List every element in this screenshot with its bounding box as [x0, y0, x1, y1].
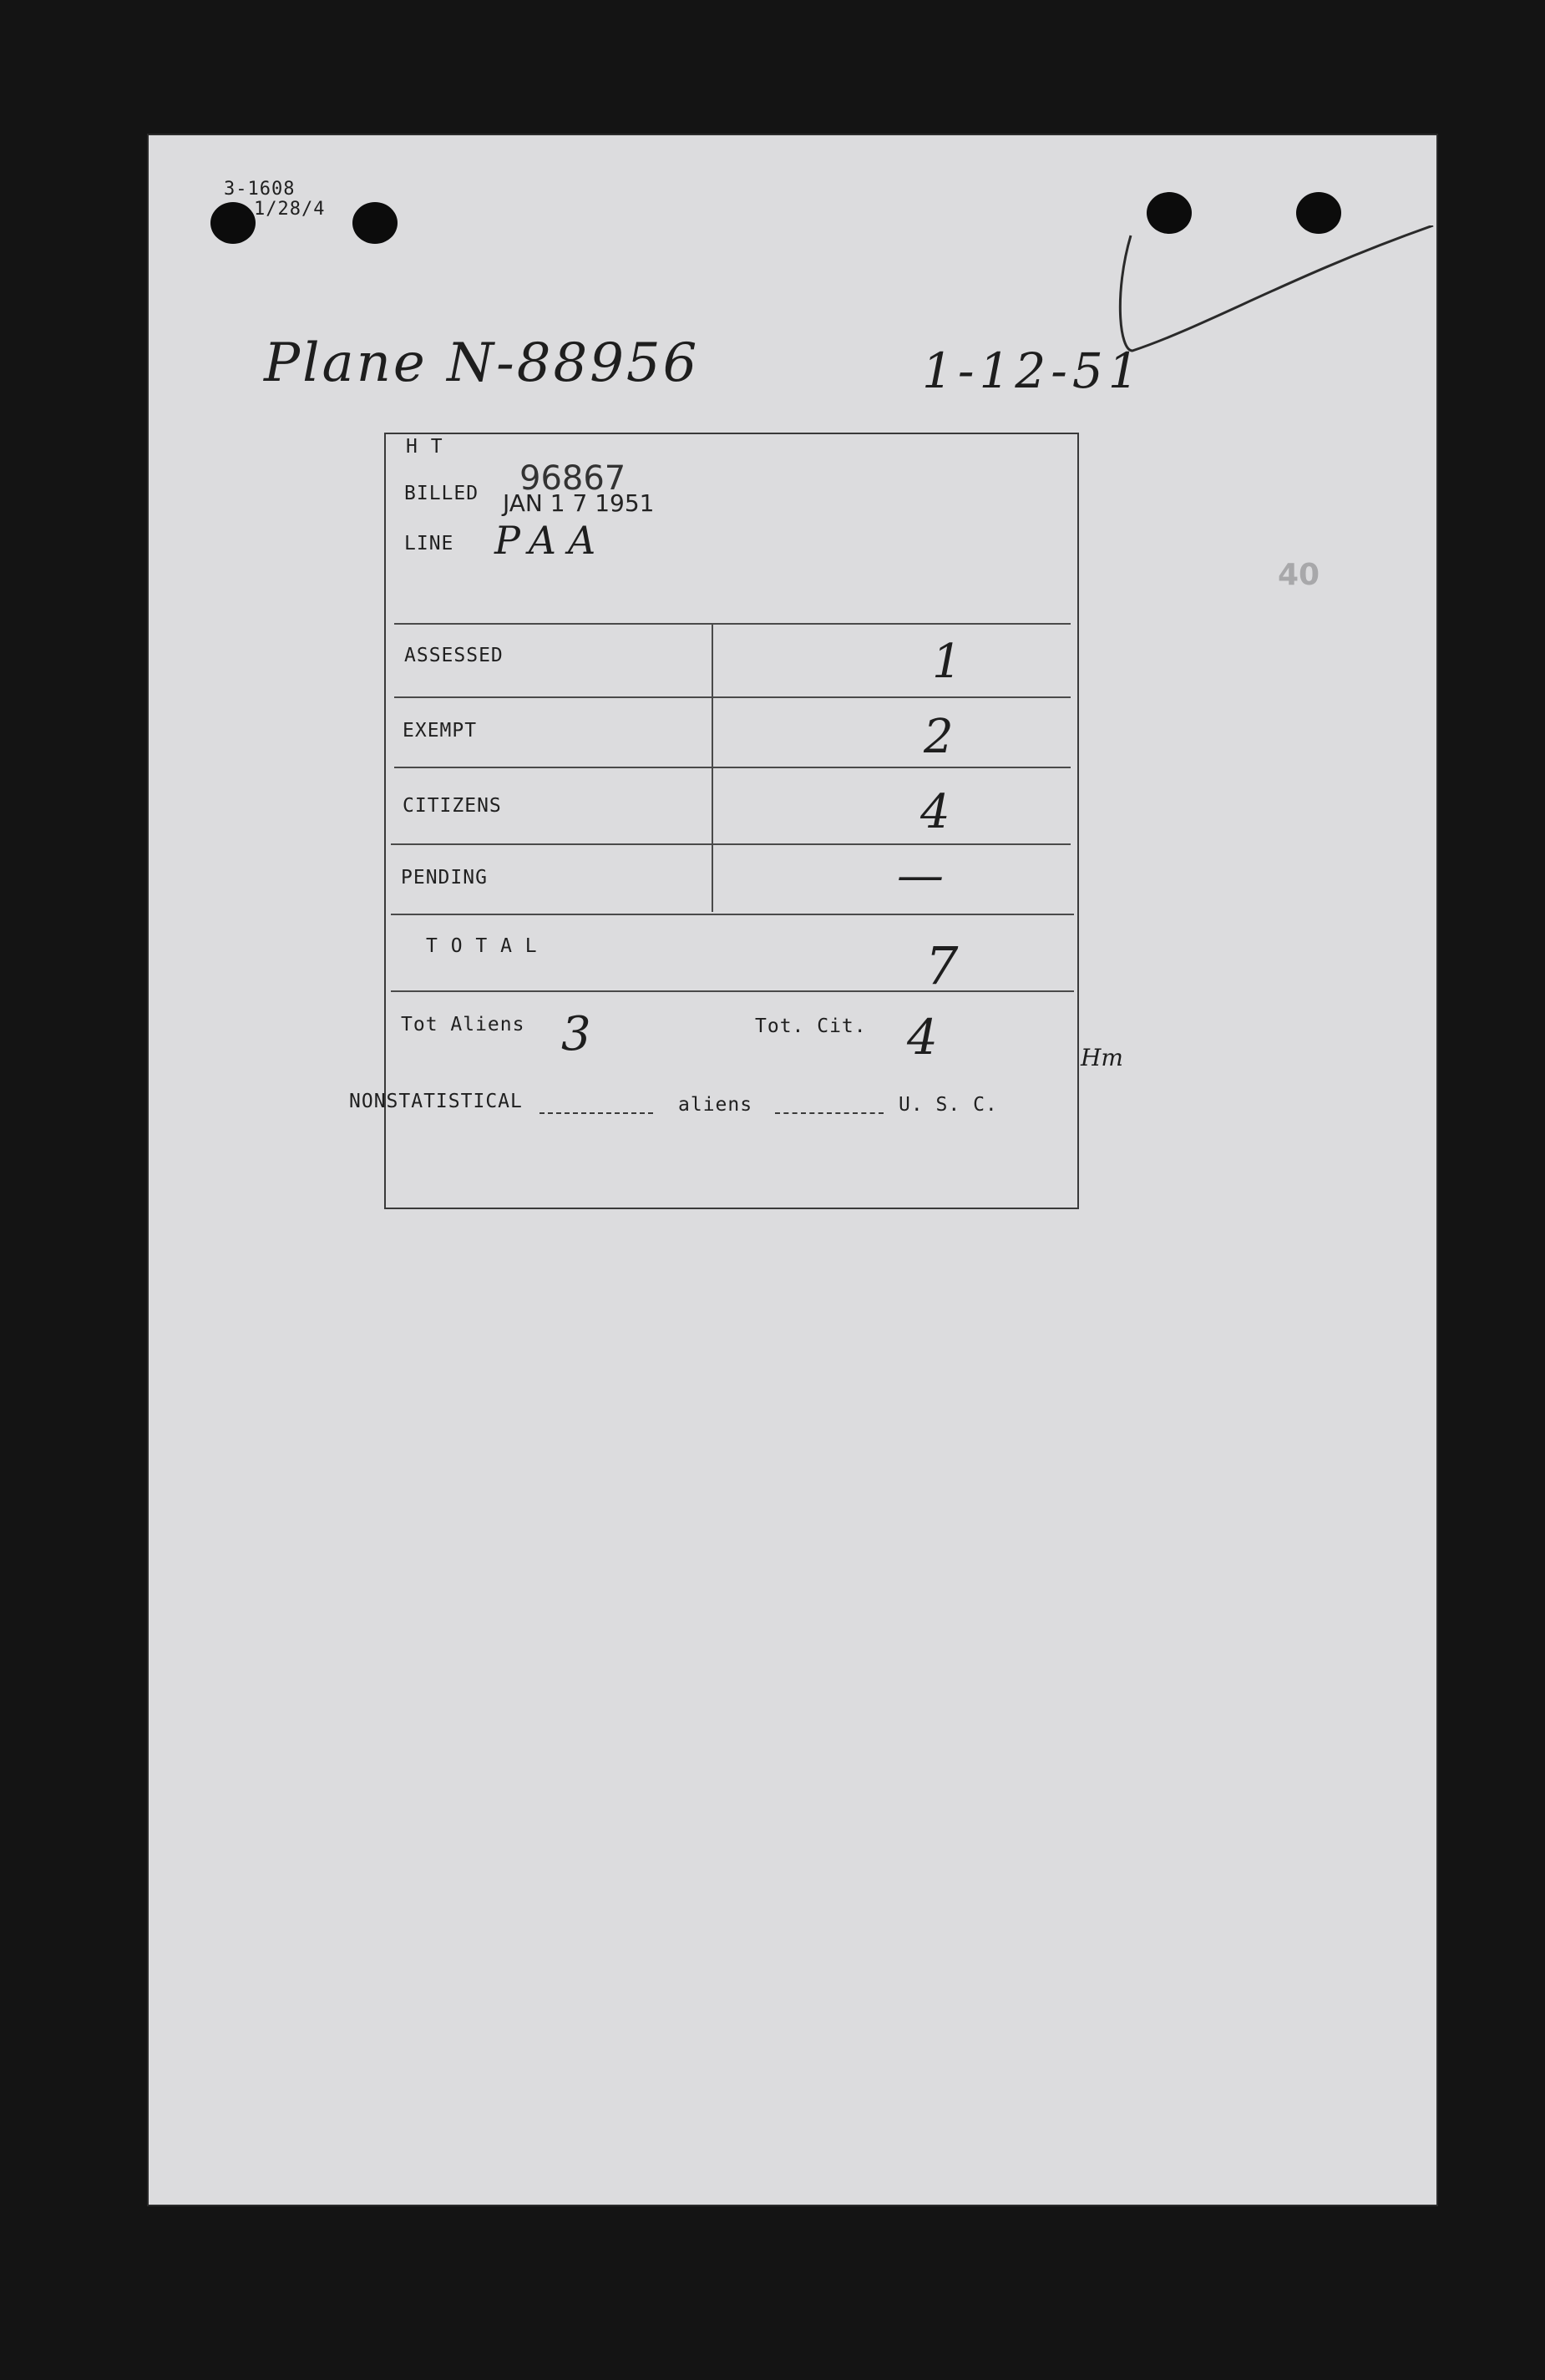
total-value: 7	[925, 935, 959, 996]
tot-aliens-value: 3	[561, 1007, 591, 1061]
divider-row-3	[391, 843, 1071, 845]
nonstatistical-blank	[539, 1112, 653, 1114]
document-page	[147, 134, 1438, 2206]
divider-row-2	[394, 767, 1071, 768]
ht-label: H T	[406, 436, 443, 458]
total-label: T O T A L	[426, 935, 538, 957]
row-value-citizens: 4	[920, 785, 950, 839]
page-number: 40	[1278, 558, 1320, 592]
punch-hole-left	[210, 202, 256, 244]
date-note: 1-12-51	[922, 342, 1144, 399]
row-label-pending: PENDING	[401, 867, 488, 889]
divider-row-1	[394, 696, 1071, 698]
punch-hole-left-2	[352, 202, 398, 244]
form-number: 3-1608	[224, 179, 296, 200]
plane-note: Plane N-88956	[264, 332, 700, 394]
row-value-pending: —	[897, 848, 944, 903]
row-value-assessed: 1	[932, 635, 962, 689]
form-date: 1/28/4	[254, 199, 326, 220]
initials: Hm	[1081, 1044, 1123, 1071]
usc-label: U. S. C.	[899, 1094, 998, 1116]
row-label-assessed: ASSESSED	[404, 645, 504, 666]
tot-cit-label: Tot. Cit.	[755, 1015, 867, 1037]
tot-cit-value: 4	[907, 1009, 938, 1066]
tot-aliens-label: Tot Aliens	[401, 1014, 525, 1036]
divider-row-5	[391, 990, 1074, 992]
divider-top	[394, 623, 1071, 625]
check-mark-stroke	[1107, 225, 1441, 392]
line-label: LINE	[404, 533, 454, 554]
row-label-exempt: EXEMPT	[403, 720, 478, 742]
nonstatistical-label: NONSTATISTICAL	[349, 1091, 523, 1112]
row-label-citizens: CITIZENS	[403, 795, 502, 817]
billed-label: BILLED	[404, 483, 479, 504]
column-divider	[712, 625, 713, 912]
aliens-label: aliens	[678, 1094, 753, 1116]
billed-date: JAN 1 7 1951	[503, 489, 655, 517]
divider-row-4	[391, 914, 1074, 915]
line-value: PAA	[494, 518, 608, 563]
row-value-exempt: 2	[924, 710, 954, 764]
billed-number: 96867	[519, 459, 626, 498]
aliens-blank	[775, 1112, 884, 1114]
